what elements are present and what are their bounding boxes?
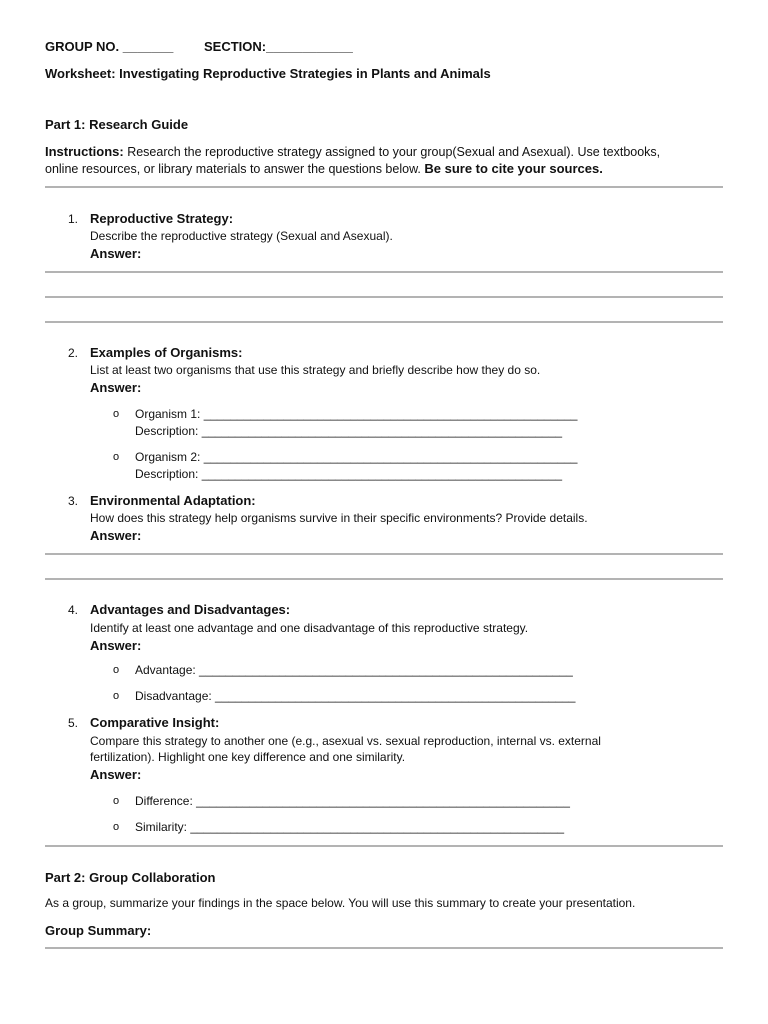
section-field: SECTION:____________ xyxy=(204,39,353,54)
difference-field[interactable]: Difference: ________________________________________________________ xyxy=(135,794,570,808)
organism-2-field[interactable]: Organism 2: ________________________________________________________ xyxy=(135,450,578,464)
answer-line[interactable] xyxy=(45,271,723,273)
bullet-icon: o xyxy=(113,664,120,676)
divider xyxy=(45,845,723,847)
part1-heading: Part 1: Research Guide xyxy=(45,117,189,132)
group-summary-label: Group Summary: xyxy=(45,923,152,938)
bullet-icon: o xyxy=(113,690,120,702)
instructions-line-2 xyxy=(45,161,603,176)
question-1-title: Reproductive Strategy: xyxy=(90,211,234,226)
answer-line[interactable] xyxy=(45,553,723,555)
question-4-desc: Identify at least one advantage and one disadvantage of this reproductive strategy. xyxy=(90,621,529,635)
organism-1-field[interactable]: Organism 1: ________________________________________________________ xyxy=(135,407,578,421)
question-1-desc: Describe the reproductive strategy (Sexual and Asexual). xyxy=(90,229,393,243)
instructions-text-2: online resources, or library materials to answer the questions below. xyxy=(45,162,425,176)
divider xyxy=(45,186,723,188)
question-5-desc: Compare this strategy to another one (e.g., asexual vs. sexual reproduction, internal vs. external xyxy=(90,734,601,748)
question-number: 1. xyxy=(68,212,79,226)
bullet-icon: o xyxy=(113,451,120,463)
answer-line[interactable] xyxy=(45,578,723,580)
question-3-title: Environmental Adaptation: xyxy=(90,493,256,508)
answer-line[interactable] xyxy=(45,321,723,323)
answer-line[interactable] xyxy=(45,296,723,298)
question-2-desc: List at least two organisms that use this strategy and briefly describe how they do so. xyxy=(90,363,541,377)
answer-line[interactable] xyxy=(45,947,723,949)
disadvantage-field[interactable]: Disadvantage: ______________________________________________________ xyxy=(135,689,576,703)
answer-label: Answer: xyxy=(90,380,142,395)
answer-label: Answer: xyxy=(90,767,142,782)
instructions-line-1 xyxy=(45,144,660,159)
description-1-field[interactable]: Description: ______________________________________________________ xyxy=(135,424,563,438)
instructions-label: Instructions: xyxy=(45,144,124,159)
bullet-icon: o xyxy=(113,408,120,420)
worksheet-title: Worksheet: Investigating Reproductive Strategies in Plants and Animals xyxy=(45,66,491,81)
answer-label: Answer: xyxy=(90,246,142,261)
question-number: 5. xyxy=(68,716,79,730)
question-number: 4. xyxy=(68,603,79,617)
answer-label: Answer: xyxy=(90,638,142,653)
bullet-icon: o xyxy=(113,821,120,833)
question-3-desc: How does this strategy help organisms survive in their specific environments? Provide details. xyxy=(90,511,588,525)
question-4-title: Advantages and Disadvantages: xyxy=(90,602,291,617)
question-number: 3. xyxy=(68,494,79,508)
part2-instructions: As a group, summarize your findings in the space below. You will use this summary to create your presentation. xyxy=(45,896,636,910)
cite-sources-note: Be sure to cite your sources. xyxy=(424,161,603,176)
bullet-icon: o xyxy=(113,795,120,807)
advantage-field[interactable]: Advantage: ________________________________________________________ xyxy=(135,663,573,677)
answer-label: Answer: xyxy=(90,528,142,543)
part2-heading: Part 2: Group Collaboration xyxy=(45,870,216,885)
question-number: 2. xyxy=(68,346,79,360)
instructions-text: Research the reproductive strategy assigned to your group(Sexual and Asexual). Use textbooks, xyxy=(123,145,661,159)
similarity-field[interactable]: Similarity: ________________________________________________________ xyxy=(135,820,565,834)
question-2-title: Examples of Organisms: xyxy=(90,345,243,360)
group-number-field: GROUP NO. _______ xyxy=(45,39,174,54)
description-2-field[interactable]: Description: ______________________________________________________ xyxy=(135,467,563,481)
question-5-title: Comparative Insight: xyxy=(90,715,220,730)
question-5-desc-2: fertilization). Highlight one key difference and one similarity. xyxy=(90,750,406,764)
